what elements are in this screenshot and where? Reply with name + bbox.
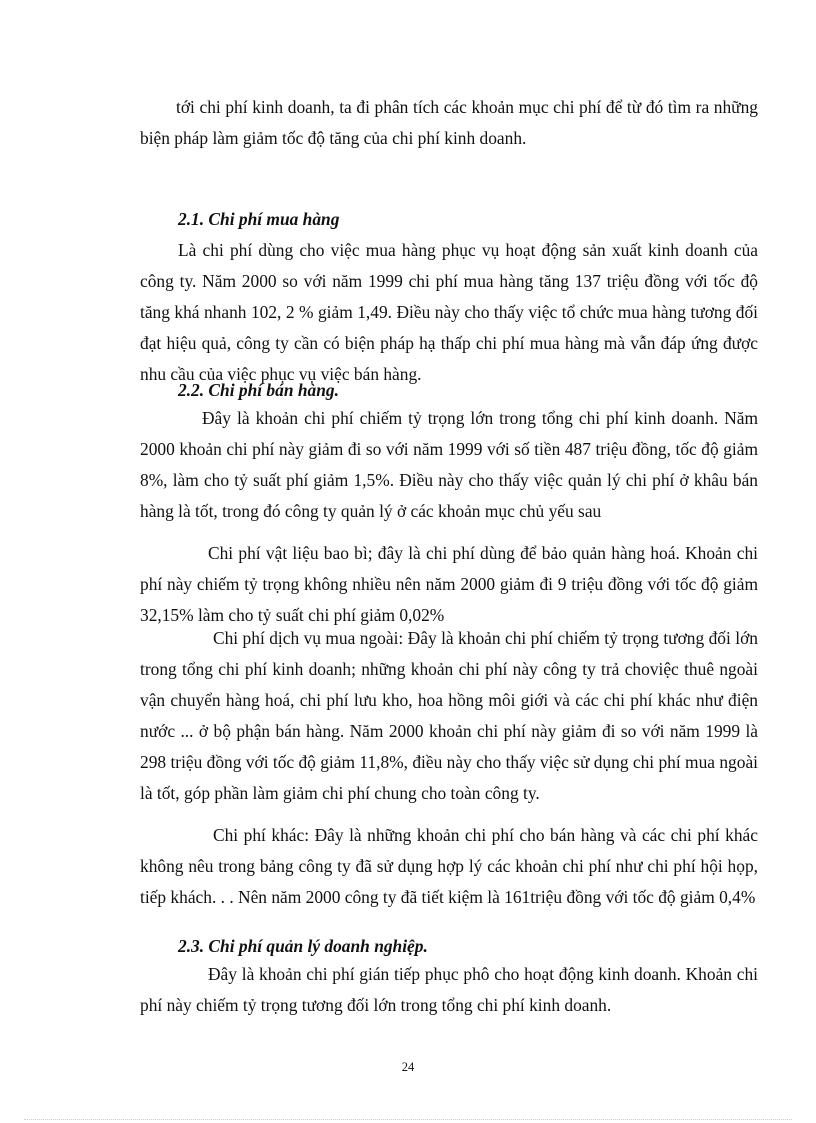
- other-costs-paragraph: Chi phí khác: Đây là những khoản chi phí cho bán hàng và các chi phí khác không nêu trong bảng công ty đã sử dụng hợp lý các khoản chi phí như chi phí hội họp, tiếp khách. . . Nên năm 2000 công ty đã tiết kiệm là 161triệu đồng với tốc độ giảm 0,4%: [140, 825, 758, 907]
- section-heading-management: 2.3. Chi phí quản lý doanh nghiệp.: [178, 936, 428, 956]
- outsourced-services-paragraph: Chi phí dịch vụ mua ngoài: Đây là khoản chi phí chiếm tỷ trọng tương đối lớn trong tổng chi phí kinh doanh; những khoản chi phí này công ty trả choviệc thuê ngoài vận chuyển hàng hoá, chi phí lưu kho, hoa hồng môi giới và các chi phí khác như điện nước ... ở bộ phận bán hàng. Năm 2000 khoản chi phí này giảm đi so với năm 1999 là 298 triệu đồng với tốc độ giảm 11,8%, điều này cho thấy việc sử dụng chi phí mua ngoài là tốt, góp phần làm giảm chi phí chung cho toàn công ty.: [140, 628, 758, 803]
- packaging-cost-paragraph: Chi phí vật liệu bao bì; đây là chi phí dùng để bảo quản hàng hoá. Khoản chi phí này chiếm tỷ trọng không nhiều nên năm 2000 giảm đi 9 triệu đồng với tốc độ giảm 32,15% làm cho tỷ suất chi phí giảm 0,02%: [140, 543, 758, 625]
- page-bottom-divider: [24, 1119, 792, 1120]
- page-number: 24: [401, 1060, 415, 1074]
- section-heading-purchasing: 2.1. Chi phí mua hàng: [178, 209, 340, 229]
- section-heading-selling: 2.2. Chi phí bán hàng.: [178, 380, 339, 400]
- purchasing-paragraph: Là chi phí dùng cho việc mua hàng phục vụ hoạt động sản xuất kinh doanh của công ty. Năm 2000 so với năm 1999 chi phí mua hàng tăng 137 triệu đồng với tốc độ tăng khá nhanh 102, 2 % giảm 1,49. Điều này cho thấy việc tổ chức mua hàng tương đối đạt hiệu quả, công ty cần có biện pháp hạ thấp chi phí mua hàng mà vẫn đáp ứng được nhu cầu của việc phục vụ việc bán hàng.: [140, 240, 758, 384]
- management-paragraph: Đây là khoản chi phí gián tiếp phục phô cho hoạt động kinh doanh. Khoản chi phí này chiếm tỷ trọng tương đối lớn trong tổng chi phí kinh doanh.: [140, 964, 758, 1015]
- intro-paragraph: tới chi phí kinh doanh, ta đi phân tích các khoản mục chi phí để từ đó tìm ra những biện pháp làm giảm tốc độ tăng của chi phí kinh doanh.: [140, 97, 758, 148]
- selling-paragraph: Đây là khoản chi phí chiếm tỷ trọng lớn trong tổng chi phí kinh doanh. Năm 2000 khoản chi phí này giảm đi so với năm 1999 với số tiền 487 triệu đồng, tốc độ giảm 8%, làm cho tỷ suất phí giảm 1,5%. Điều này cho thấy việc quản lý chi phí ở khâu bán hàng là tốt, trong đó công ty quản lý ở các khoản mục chủ yếu sau: [140, 408, 758, 521]
